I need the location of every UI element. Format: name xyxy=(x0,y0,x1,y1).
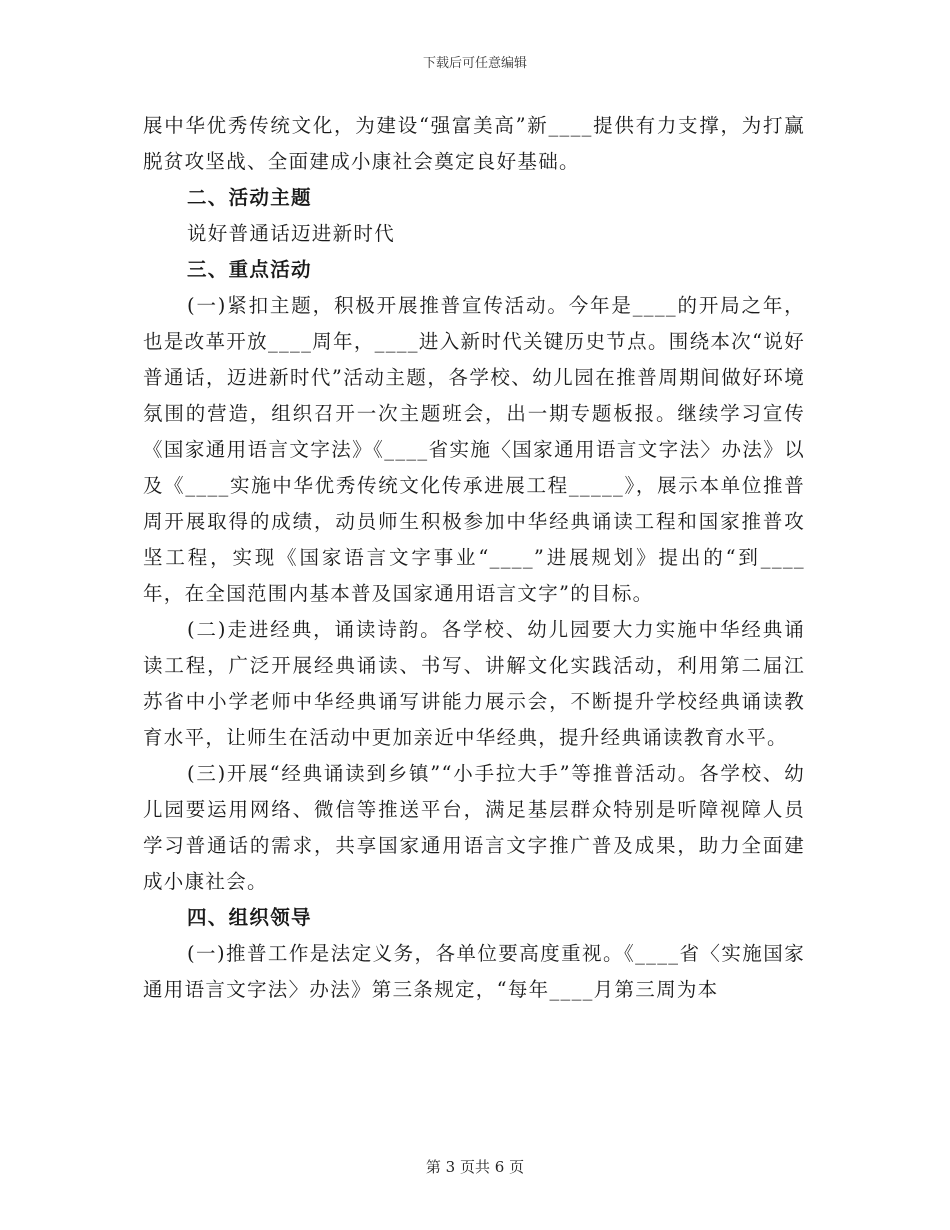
section-heading-organization: 四、组织领导 xyxy=(187,906,312,929)
paragraph-continuation: 展中华优秀传统文化，为建设“强富美高”新____提供有力支撑，为打赢脱贫攻坚战、全面建成小康社会奠定良好基础。 xyxy=(143,114,805,173)
paragraph-activity-3: (三)开展“经典诵读到乡镇”“小手拉大手”等推普活动。各学校、幼儿园要运用网络、微信等推送平台，满足基层群众特别是听障视障人员学习普通话的需求，共享国家通用语言文字推广普及成果，助力全面建成小康社会。 xyxy=(143,762,805,893)
paragraph-activity-2: (二)走进经典，诵读诗韵。各学校、幼儿园要大力实施中华经典诵读工程，广泛开展经典诵读、书写、讲解文化实践活动，利用第二届江苏省中小学老师中华经典诵写讲能力展示会，不断提升学校经典诵读教育水平，让师生在活动中更加亲近中华经典，提升经典诵读教育水平。 xyxy=(143,618,805,749)
paragraph-activity-1: (一)紧扣主题，积极开展推普宣传活动。今年是____的开局之年，也是改革开放____周年，____进入新时代关键历史节点。围绕本次“说好普通话，迈进新时代”活动主题，各学校、幼儿园在推普周期间做好环境氛围的营造，组织召开一次主题班会，出一期专题板报。继续学习宣传《国家通用语言文字法》《____省实施〈国家通用语言文字法〉办法》以及《____实施中华优秀传统文化传承进展工程_____》，展示本单位推普周开展取得的成绩，动员师生积极参加中华经典诵读工程和国家推普攻坚工程，实现《国家语言文字事业“____”进展规划》提出的“到____年，在全国范围内基本普及国家通用语言文字”的目标。 xyxy=(143,294,805,605)
document-body xyxy=(143,108,805,1008)
page-header: 下载后可任意编辑 xyxy=(422,56,527,71)
section-heading-activity-theme: 二、活动主题 xyxy=(187,186,312,209)
section-heading-key-activities: 三、重点活动 xyxy=(187,258,312,281)
page-footer: 第 3 页共 6 页 xyxy=(425,1158,525,1176)
paragraph-organization-1: (一)推普工作是法定义务，各单位要高度重视。《____省〈实施国家通用语言文字法〉办法》第三条规定，“每年____月第三周为本 xyxy=(143,942,805,1001)
paragraph-theme: 说好普通话迈进新时代 xyxy=(187,222,396,245)
